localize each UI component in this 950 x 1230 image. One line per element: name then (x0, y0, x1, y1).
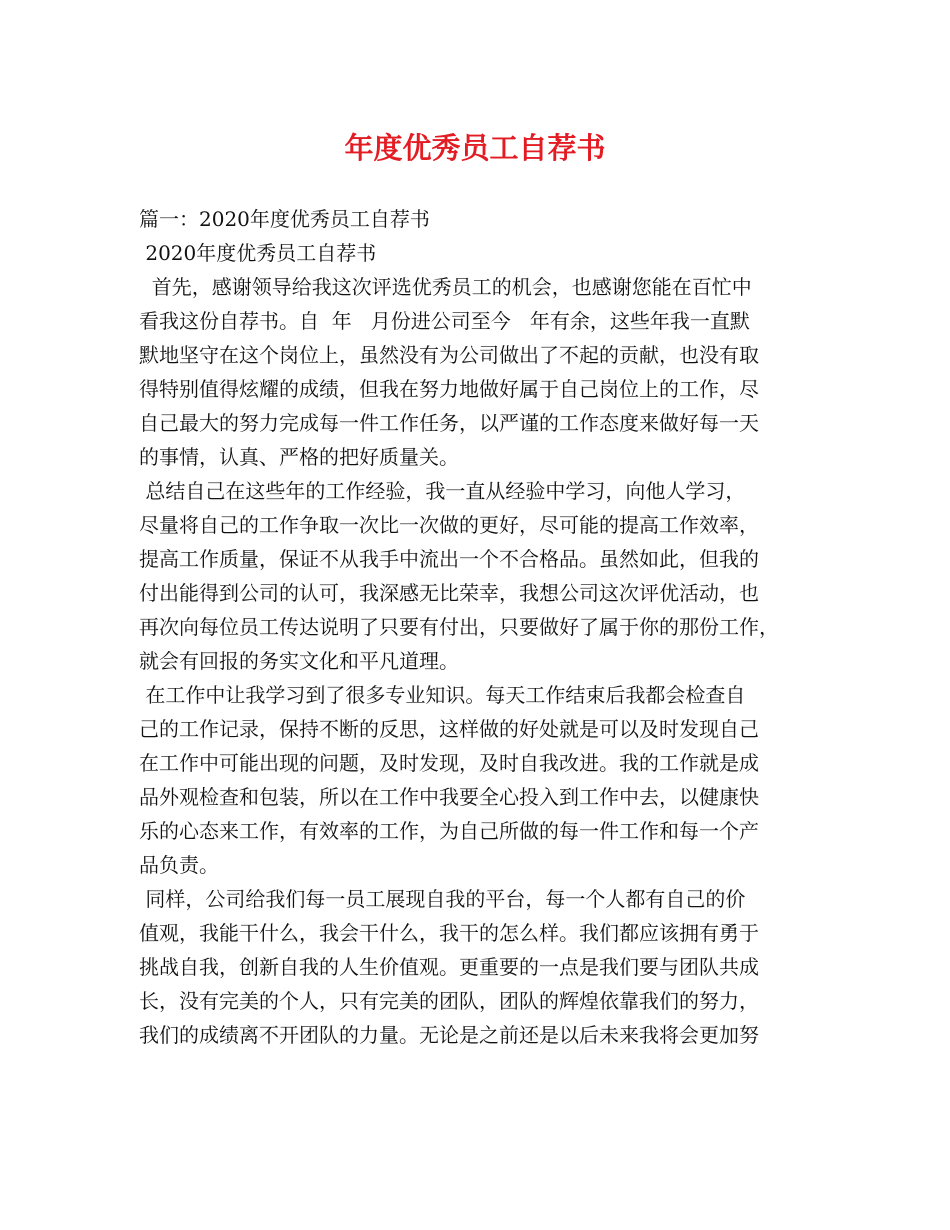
paragraph-line: 在工作中可能出现的问题，及时发现，及时自我改进。我的工作就是成 (139, 751, 759, 775)
paragraph-line: 的事情，认真、严格的把好质量关。 (139, 445, 459, 469)
paragraph-line: 看我这份自荐书。自 年 月份进公司至今 年有余，这些年我一直默 (139, 309, 750, 333)
paragraph-line: 默地坚守在这个岗位上，虽然没有为公司做出了不起的贡献，也没有取 (139, 343, 759, 367)
paragraph-line: 挑战自我，创新自我的人生价值观。更重要的一点是我们要与团队共成 (139, 955, 759, 979)
paragraph-line: 就会有回报的务实文化和平凡道理。 (139, 649, 459, 673)
paragraph-line: 尽量将自己的工作争取一次比一次做的更好，尽可能的提高工作效率， (139, 513, 759, 537)
paragraph-line: 值观，我能干什么，我会干什么，我干的怎么样。我们都应该拥有勇于 (139, 921, 759, 945)
paragraph-line: 再次向每位员工传达说明了只要有付出，只要做好了属于你的那份工作， (139, 615, 779, 639)
paragraph-line: 我们的成绩离不开团队的力量。无论是之前还是以后未来我将会更加努 (139, 1023, 759, 1047)
subheading: 2020年度优秀员工自荐书 (139, 241, 377, 265)
paragraph-line: 品外观检查和包装，所以在工作中我要全心投入到工作中去，以健康快 (139, 785, 759, 809)
paragraph-line: 付出能得到公司的认可，我深感无比荣幸，我想公司这次评优活动，也 (139, 581, 759, 605)
paragraph-line: 乐的心态来工作，有效率的工作，为自己所做的每一件工作和每一个产 (139, 819, 759, 843)
paragraph-line: 首先，感谢领导给我这次评选优秀员工的机会，也感谢您能在百忙中 (139, 275, 752, 299)
paragraph-line: 总结自己在这些年的工作经验，我一直从经验中学习，向他人学习， (139, 479, 746, 503)
paragraph-line: 同样，公司给我们每一员工展现自我的平台，每一个人都有自己的价 (139, 887, 746, 911)
document-body (139, 202, 829, 1052)
paragraph-line: 自己最大的努力完成每一件工作任务，以严谨的工作态度来做好每一天 (139, 411, 759, 435)
paragraph-line: 长，没有完美的个人，只有完美的团队，团队的辉煌依靠我们的努力， (139, 989, 759, 1013)
paragraph-line: 得特别值得炫耀的成绩，但我在努力地做好属于自己岗位上的工作，尽 (139, 377, 759, 401)
paragraph-line: 在工作中让我学习到了很多专业知识。每天工作结束后我都会检查自 (139, 683, 746, 707)
paragraph-line: 品负责。 (139, 853, 219, 877)
section-heading: 篇一：2020年度优秀员工自荐书 (139, 207, 430, 231)
paragraph-line: 提高工作质量，保证不从我手中流出一个不合格品。虽然如此，但我的 (139, 547, 759, 571)
paragraph-line: 己的工作记录，保持不断的反思，这样做的好处就是可以及时发现自己 (139, 717, 759, 741)
document-title: 年度优秀员工自荐书 (344, 131, 606, 165)
